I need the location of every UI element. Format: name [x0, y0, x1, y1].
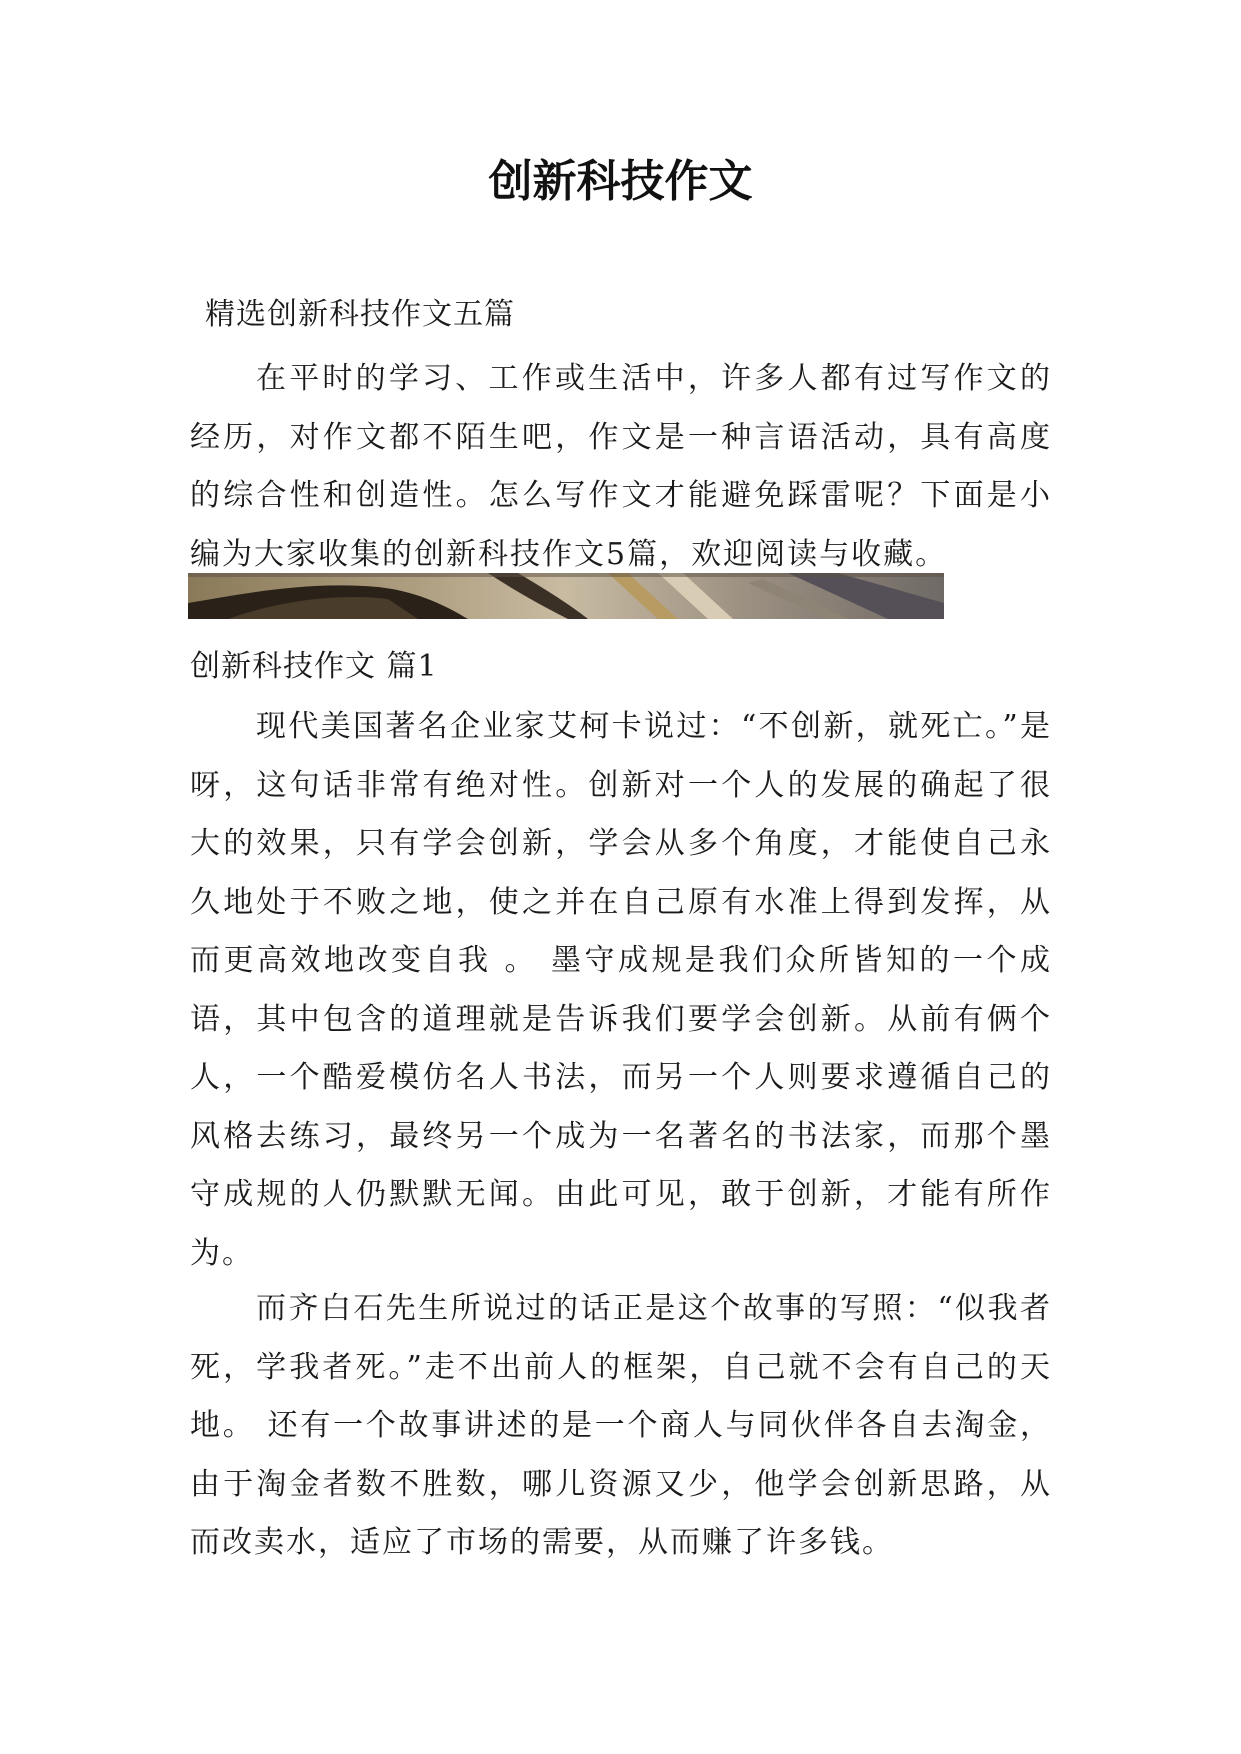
section-heading: 创新科技作文 篇1 — [190, 649, 438, 684]
body-paragraph-1: 现代美国著名企业家艾柯卡说过：“不创新，就死亡。”是呀，这句话非常有绝对性。创新对一个人的发展的确起了很大的效果，只有学会创新，学会从多个角度，才能使自己永久地处于不败之地，使之并在自己原有水准上得到发挥，从而更高效地改变自我 。 墨守成规是我们众所皆知的一个成语，其中包含的道理就是告诉我们要学会创新。从前有俩个人，一个酷爱模仿名人书法，而另一个人则要求遵循自己的风格去练习，最终另一个成为一名著名的书法家，而那个墨守成规的人仍默默无闻。由此可见，敢于创新，才能有所作为。 — [190, 709, 1052, 1271]
document-title: 创新科技作文 — [488, 156, 753, 207]
photo-strip-icon — [188, 573, 944, 619]
document-subtitle: 精选创新科技作文五篇 — [205, 297, 515, 332]
body-paragraph-2: 而齐白石先生所说过的话正是这个故事的写照：“似我者死，学我者死。”走不出前人的框架，自己就不会有自己的天地。 还有一个故事讲述的是一个商人与同伙伴各自去淘金，由于淘金者数不胜数，哪儿资源又少，他学会创新思路，从而改卖水，适应了市场的需要，从而赚了许多钱。 — [190, 1291, 1052, 1560]
banner-image — [188, 573, 944, 619]
intro-paragraph: 在平时的学习、工作或生活中，许多人都有过写作文的经历，对作文都不陌生吧，作文是一种言语活动，具有高度的综合性和创造性。怎么写作文才能避免踩雷呢？下面是小编为大家收集的创新科技作文5篇，欢迎阅读与收藏。 — [190, 361, 1052, 572]
